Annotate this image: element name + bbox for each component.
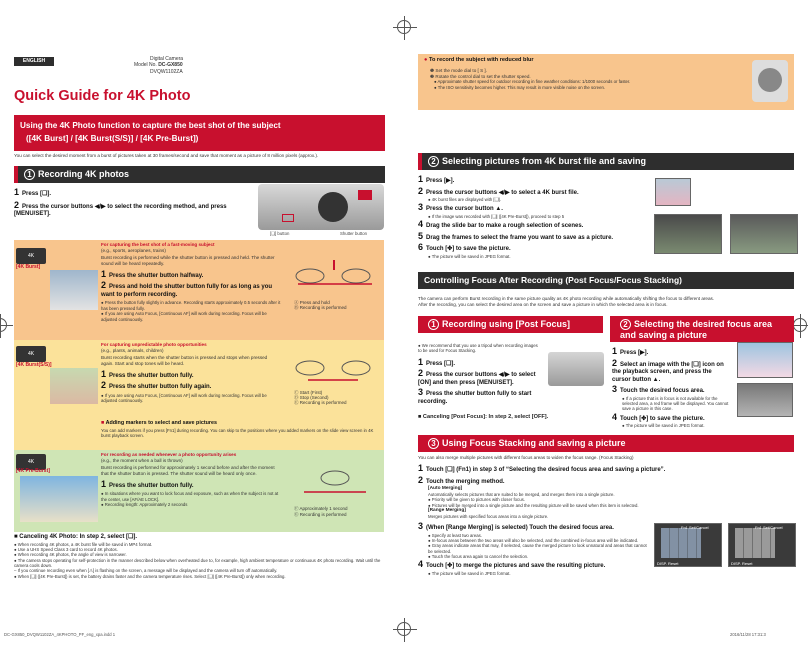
step-number: 3 bbox=[612, 384, 618, 394]
cancel-notes bbox=[14, 534, 385, 579]
crop-mark-left bbox=[0, 318, 7, 332]
focus-grid bbox=[735, 528, 775, 558]
train-photo bbox=[50, 270, 98, 310]
cancel-bullet: ● When recording 4K photos, a 4K burst file will be saved in MP4 format. bbox=[14, 541, 153, 547]
burst-step1: Press the shutter button halfway. bbox=[109, 272, 204, 279]
burst-legend-b: Ⓑ Recording is performed bbox=[294, 305, 347, 310]
doc-code: DVQW1102ZA bbox=[150, 68, 183, 75]
preburst-diagram bbox=[290, 456, 380, 520]
step-number: 1 bbox=[14, 187, 20, 197]
auto-merging-bullet: ● Priority will be given to pictures with closer focus. bbox=[428, 497, 525, 503]
crop-mark-top bbox=[397, 20, 411, 34]
burst-ss-legend-e: Ⓔ Recording is performed bbox=[294, 400, 347, 405]
step-text: Press the cursor buttons ◀/▶ to select [ON] and then press [MENU/SET]. bbox=[418, 372, 536, 386]
sec4-step2: Touch the merging method. bbox=[426, 478, 505, 485]
blur-step: ❷ Rotate the control dial to set the shutter speed. bbox=[430, 73, 531, 79]
step-number: 1 bbox=[418, 356, 424, 367]
burst-ss-sub: (e.g., plants, animals, children) bbox=[101, 347, 164, 353]
product-line: Digital Camera bbox=[150, 56, 184, 62]
step-text: Touch [✤] to save the picture. bbox=[620, 415, 705, 422]
screen-label: DISP. Reset bbox=[731, 561, 753, 566]
camera-label-button: [❑] button bbox=[270, 231, 290, 236]
marker-icon: ■ bbox=[101, 420, 105, 426]
burst-ss-desc: Burst recording starts when the shutter button is pressed and stops when pressed again. Start and stop tones will be heard. bbox=[101, 355, 268, 367]
range-merging-text: Merges pictures with specified focus areas into a single picture. bbox=[428, 514, 549, 520]
model-label: Model No. bbox=[134, 62, 157, 69]
section-number: 1 bbox=[24, 169, 35, 180]
camera-back-illustration bbox=[548, 352, 604, 386]
camera-label-shutter: Shutter button bbox=[340, 231, 367, 236]
step-text: Drag the slide bar to make a rough selection of scenes. bbox=[426, 223, 584, 230]
step-number: 2 bbox=[418, 185, 424, 196]
burst-ss-diagram bbox=[290, 344, 380, 408]
section-title: Recording using [Post Focus] bbox=[442, 319, 571, 329]
panel-name: [4K Burst] bbox=[16, 264, 41, 270]
step-number: 2 bbox=[612, 357, 618, 368]
step-number: 4 bbox=[612, 411, 618, 422]
step-number: 4 bbox=[418, 219, 424, 230]
burst-legend-a: Ⓐ Press and hold bbox=[294, 300, 330, 305]
section-title: Recording 4K photos bbox=[38, 169, 130, 179]
sec4-step3-bullet: ● Specify at least two areas. bbox=[428, 532, 482, 538]
preburst-text: For recording as needed whenever a photo opportunity arises (e.g., the moment when a ball is thrown) Burst recording is performed for approximately 1 second before and after the moment that the shutter button is pressed. The shutter sound will be heard only once. 1 Press the shutter button fully. ● In situations where you want to lock focus and exposure, such as when the subject is not at the center, use [AF/AE LOCK]. ● Recording length: Approximately 2 seconds bbox=[101, 452, 281, 508]
blur-tip-box bbox=[418, 54, 794, 110]
section-number: 2 bbox=[620, 319, 631, 330]
step-text: Drag the frames to select the frame you want to save as a picture. bbox=[426, 234, 614, 241]
step-number: 1 bbox=[418, 174, 424, 184]
stacking-screen-1 bbox=[654, 523, 722, 567]
step-text: Press [❑]. bbox=[426, 360, 456, 367]
panel-name: [4K Pre-Burst] bbox=[16, 468, 50, 474]
focus-screen-2 bbox=[737, 383, 793, 417]
burst-ss-legend-d: Ⓓ Stop (Second) bbox=[294, 395, 329, 400]
sec4-steps: 1 Touch [❑] (Fn1) in step 3 of “Selecting the desired focus area and saving a picture”. 2 Touch the merging method. [Auto Merging] Automatically selects pictures that are suited to be merged, and merges them into a single picture. ● Priority will be given to pictures with closer focus. ● Pictures will be merged into a single picture and the resulting picture will be saved when this item is selected. [Range Merging] Merges pictures with specified focus areas into a single picture. bbox=[418, 463, 794, 519]
section-number: 1 bbox=[428, 319, 439, 330]
sec2-note: ● The picture will be saved in JPEG format. bbox=[428, 253, 511, 259]
burst-desc: Burst recording is performed while the shutter button is pressed and held. The shutter sound will be heard repeatedly. bbox=[101, 255, 275, 267]
range-merging-heading: [Range Merging] bbox=[428, 508, 466, 514]
step-text: Press the cursor buttons ◀/▶ to select a 4K burst file. bbox=[426, 189, 579, 196]
screen-label: Fn1 Set/Cancel bbox=[681, 525, 709, 530]
intro-bar bbox=[14, 115, 385, 151]
burst-ss-step2: Press the shutter button fully again. bbox=[109, 384, 212, 391]
panel-name: [4K Burst(S/S)] bbox=[16, 362, 52, 368]
section-post-focus-recording bbox=[418, 316, 603, 333]
post-focus-bar: Controlling Focus After Recording (Post Focus/Focus Stacking) bbox=[418, 272, 794, 289]
burst-diagram bbox=[290, 246, 380, 310]
sec2-note: ● If the image was recorded with [❑] ([4K Pre-Burst]), proceed to step 5 bbox=[428, 213, 565, 219]
4k-burst-icon: 4K bbox=[16, 248, 46, 264]
markers-title: Adding markers to select and save pictures bbox=[105, 420, 218, 426]
sec4-step3-bullet: ● In-focus areas between the two areas will also be selected, and the combined in-focus area will be indicated. bbox=[428, 537, 639, 543]
step-text: Touch the desired focus area. bbox=[620, 388, 705, 394]
sec4-steps-b: 3 (When [Range Merging] is selected) Touch the desired focus area. ● Specify at least two areas. ● In-focus areas between the two areas will also be selected, and the combined in-focus area will be indicated. ● Gray areas indicate areas that may, if selected, cause the merged picture to look unnatural and areas that cannot be selected. ● Touch the focus area again to cancel the selection. 4 Touch [✤] to merge the pictures and save the resulting picture. ● The picture will be saved in JPEG format. bbox=[418, 521, 647, 576]
step-number: 3 bbox=[418, 387, 424, 398]
burst-sub: (e.g., sports, aeroplanes, trains) bbox=[101, 247, 166, 253]
step-number: 3 bbox=[418, 202, 424, 213]
step-number: 2 bbox=[14, 199, 20, 210]
step-text: Press the cursor button ▲. bbox=[426, 206, 503, 213]
burst-text: For capturing the best shot of a fast-moving subject (e.g., sports, aeroplanes, trains) Burst recording is performed while the shutter button is pressed and held. The shutter sound will be heard repeatedly. 1 Press the shutter button halfway. 2 Press and hold the shutter button fully for as long as you want to perform recording. ● Press the button fully slightly in advance. Recording starts approximately 0.5 seconds after it has been pressed fully. ● If you are using Auto Focus, [Continuous AF] will work during recording. Focus will be adjusted continuously. bbox=[101, 242, 281, 322]
burst-ss-text: For capturing unpredictable photo opportunities (e.g., plants, animals, children) Burst recording starts when the shutter button is pressed and stops when pressed again. Start and stop tones will be heard. 1 Press the shutter button fully. 2 Press the shutter button fully again. ● If you are using Auto Focus, [Continuous AF] will work during recording. Focus will be adjusted continuously. bbox=[101, 342, 281, 404]
cancel-title: ■ Canceling 4K Photo: In step 2, select [❑]. bbox=[14, 534, 138, 540]
sec3a-cancel: ■ Canceling [Post Focus]: In step 2, select [OFF]. bbox=[418, 414, 549, 421]
cancel-bullet: ● When [❑] ([4K Pre-Burst]) is set, the battery drains faster and the camera temperature rises. Select [❑] ([4K Pre-Burst]) only when recording. bbox=[14, 573, 286, 579]
section-number: 3 bbox=[428, 438, 439, 449]
step-text: Select an image with the [❑] icon on the playback screen, and press the cursor button ▲. bbox=[612, 361, 724, 383]
preburst-legend-g: Ⓖ Recording is performed bbox=[294, 512, 347, 517]
child-photo bbox=[50, 368, 98, 404]
step-text: Press the shutter button fully to start recording. bbox=[418, 391, 532, 405]
step-number: 5 bbox=[418, 230, 424, 241]
step-number: 2 bbox=[418, 368, 424, 379]
beach-photo bbox=[20, 476, 98, 522]
focus-grid bbox=[661, 528, 701, 558]
sec4-step1: Touch [❑] (Fn1) in step 3 of “Selecting the desired focus area and saving a picture”. bbox=[426, 467, 666, 473]
auto-merging-bullet: ● Pictures will be merged into a single picture and the resulting picture will be saved when this item is selected. bbox=[428, 502, 639, 508]
sec3b-steps bbox=[612, 346, 730, 428]
4k-burst-ss-icon: 4K bbox=[16, 346, 46, 362]
markers-text: You can add markers if you press [Fn1] during recording. You can skip to the positions where you added markers on the slide view screen in 4K burst playback screen. bbox=[101, 427, 374, 439]
burst-heading: For capturing the best shot of a fast-moving subject bbox=[101, 242, 215, 247]
crop-mark-right bbox=[793, 318, 807, 332]
step-number: 6 bbox=[418, 242, 424, 253]
sec4-step3: (When [Range Merging] is selected) Touch the desired focus area. bbox=[426, 525, 614, 531]
blur-title: To record the subject with reduced blur bbox=[428, 57, 534, 63]
sec3b-note: ● The picture will be saved in JPEG format. bbox=[622, 423, 705, 429]
mode-dial-icon bbox=[758, 68, 782, 92]
playback-screen-1 bbox=[655, 178, 691, 206]
preburst-step1: Press the shutter button fully. bbox=[109, 482, 194, 489]
sec4-step3-bullet: ● Touch the focus area again to cancel the selection. bbox=[428, 553, 529, 559]
post-focus-intro2: After the recording, you can select the desired area on the screen and save a picture in which the selected area is in focus. bbox=[418, 301, 668, 307]
model-number: DC-GX850 bbox=[158, 62, 183, 69]
playback-screen-2 bbox=[654, 214, 722, 254]
markers-box bbox=[101, 420, 381, 438]
preburst-sub: (e.g., the moment when a ball is thrown) bbox=[101, 457, 183, 463]
footer-file: DC-GX850_DVQW1102ZA_4KPHOTO_PF_eng_xpa.indd 1 bbox=[4, 632, 116, 637]
blur-bullet: ● Approximate shutter speed for outdoor recording in fine weather conditions: 1/1000 seconds or faster. bbox=[434, 79, 631, 85]
model-info bbox=[130, 56, 218, 75]
preburst-bullet: ● Recording length: Approximately 2 seconds bbox=[101, 502, 188, 508]
sec4-step3-bullet: ● Gray areas indicate areas that may, if selected, cause the merged picture to look unnatural and areas that cannot be selected. bbox=[428, 543, 647, 554]
mode-dial-illustration bbox=[752, 60, 788, 102]
4k-pre-burst-icon: 4K bbox=[16, 454, 46, 470]
screen-label: DISP. Reset bbox=[657, 561, 679, 566]
blur-bullet: ● The ISO sensitivity becomes higher. This may result in more visible noise on the screen. bbox=[434, 84, 606, 90]
crop-mark-bottom bbox=[397, 622, 411, 636]
auto-merging-heading: [Auto Merging] bbox=[428, 486, 463, 491]
sec4-intro: You can also merge multiple pictures with different focus areas to widen the focus range. (Focus Stacking) bbox=[418, 455, 634, 460]
sec3a-note: ● We recommend that you use a tripod when recording images to be used for Focus Stacking. bbox=[418, 343, 538, 354]
section-select-focus-area bbox=[610, 316, 794, 342]
lens-icon bbox=[318, 192, 348, 222]
sec2-steps bbox=[418, 174, 654, 259]
intro-bar-line1: Using the 4K Photo function to capture the best shot of the subject bbox=[20, 121, 281, 130]
section-title: Selecting the desired focus area and saving a picture bbox=[620, 319, 773, 340]
tip-icon: ● bbox=[424, 57, 428, 63]
section-number: 2 bbox=[428, 156, 439, 167]
burst-ss-bullet: ● If you are using Auto Focus, [Continuous AF] will work during recording. Focus will be adjusted continuously. bbox=[101, 392, 267, 404]
sec1-steps bbox=[14, 187, 254, 219]
preburst-bullet: ● In situations where you want to lock focus and exposure, such as when the subject is not at the center, use [AF/AE LOCK]. bbox=[101, 491, 279, 502]
preburst-legend-f: Ⓕ Approximately 1 second bbox=[294, 506, 348, 511]
page-title: Quick Guide for 4K Photo bbox=[14, 88, 191, 104]
screen-label: Fn1 Set/Cancel bbox=[755, 525, 783, 530]
cancel-bullet: – If you continue recording even when [⚠] is flashing on the screen, a message will be displayed and the camera will turn off automatically. bbox=[14, 568, 278, 574]
playback-screen-3 bbox=[730, 214, 798, 254]
step-text: Press the cursor buttons ◀/▶ to select the recording method, and press [MENU/SET]. bbox=[14, 203, 227, 217]
focus-screen-1 bbox=[737, 342, 793, 378]
sec4-step4-bullet: ● The picture will be saved in JPEG format. bbox=[428, 570, 511, 576]
cancel-bullet: ● When recording 4K photos, the angle of view is narrower. bbox=[14, 552, 127, 558]
4k-button-highlight-icon bbox=[282, 214, 294, 222]
step-text: Press [▶]. bbox=[620, 350, 649, 356]
footer-date: 2016/11/28 17:31:3 bbox=[730, 632, 766, 637]
burst-step2: Press and hold the shutter button fully for as long as you want to perform recording. bbox=[101, 284, 273, 298]
sec4-step4: Touch [✤] to merge the pictures and save the resulting picture. bbox=[426, 563, 606, 570]
preburst-desc: Burst recording is performed for approximately 1 second before and after the moment that the shutter button is pressed. The shutter sound will be heard only once. bbox=[101, 465, 275, 477]
blur-step: ❶ Set the mode dial to [ S ]. bbox=[430, 68, 487, 73]
step-text: Press [❑]. bbox=[22, 191, 52, 197]
preburst-heading: For recording as needed whenever a photo opportunity arises bbox=[101, 452, 237, 457]
step-text: Press [▶]. bbox=[426, 178, 455, 184]
intro-text: You can select the desired moment from a burst of pictures taken at 30 frames/second and save that moment as a picture of 8 million pixels (approx.). bbox=[14, 153, 319, 158]
section-title: Using Focus Stacking and saving a picture bbox=[442, 438, 626, 448]
step-number: 1 bbox=[612, 346, 618, 356]
section-title: Selecting pictures from 4K burst file and saving bbox=[442, 156, 647, 166]
burst-bullet: ● Press the button fully slightly in advance. Recording starts approximately 0.5 seconds after it has been pressed fully. bbox=[101, 300, 281, 311]
stacking-screen-2 bbox=[728, 523, 796, 567]
post-focus-intro1: The camera can perform Burst recording in the same picture quality as 4K photo recording while automatically shifting the focus to different areas. bbox=[418, 296, 715, 301]
sec2-note: ● 4K burst files are displayed with [❑]. bbox=[428, 197, 501, 202]
auto-merging-text: Automatically selects pictures that are suited to be merged, and merges them into a single picture. bbox=[428, 491, 615, 497]
burst-ss-heading: For capturing unpredictable photo opportunities bbox=[101, 342, 207, 347]
step-text: Touch [✤] to save the picture. bbox=[426, 246, 511, 253]
shutter-highlight-icon bbox=[358, 190, 372, 200]
language-badge: ENGLISH bbox=[14, 57, 54, 66]
section-selecting-pictures bbox=[418, 153, 794, 170]
camera-illustration bbox=[258, 184, 384, 230]
section-focus-stacking bbox=[418, 435, 794, 452]
intro-bar-line2: ([4K Burst] / [4K Burst(S/S)] / [4K Pre-Burst]) bbox=[26, 134, 199, 143]
burst-ss-legend-c: Ⓒ Start (First) bbox=[294, 390, 323, 395]
burst-ss-step1: Press the shutter button fully. bbox=[109, 372, 194, 379]
sec3b-note: ● If a picture that is in focus is not available for the selected area, a red frame will be displayed. You cannot save a picture in this case. bbox=[622, 395, 729, 412]
burst-bullet: ● If you are using Auto Focus, [Continuous AF] will work during recording. Focus will be adjusted continuously. bbox=[101, 311, 267, 322]
post-focus-intro bbox=[418, 296, 794, 307]
cancel-bullet: ● The camera stops operating for self-protection in the manner described below when overheated due to, for example, high ambient temperature or continuous 4K photo recording. Wait until the camera cools down. bbox=[14, 557, 381, 568]
section-recording-4k bbox=[14, 166, 385, 183]
cancel-bullet: ● Use a UHS Speed Class 3 card to record 4K photos. bbox=[14, 546, 118, 552]
